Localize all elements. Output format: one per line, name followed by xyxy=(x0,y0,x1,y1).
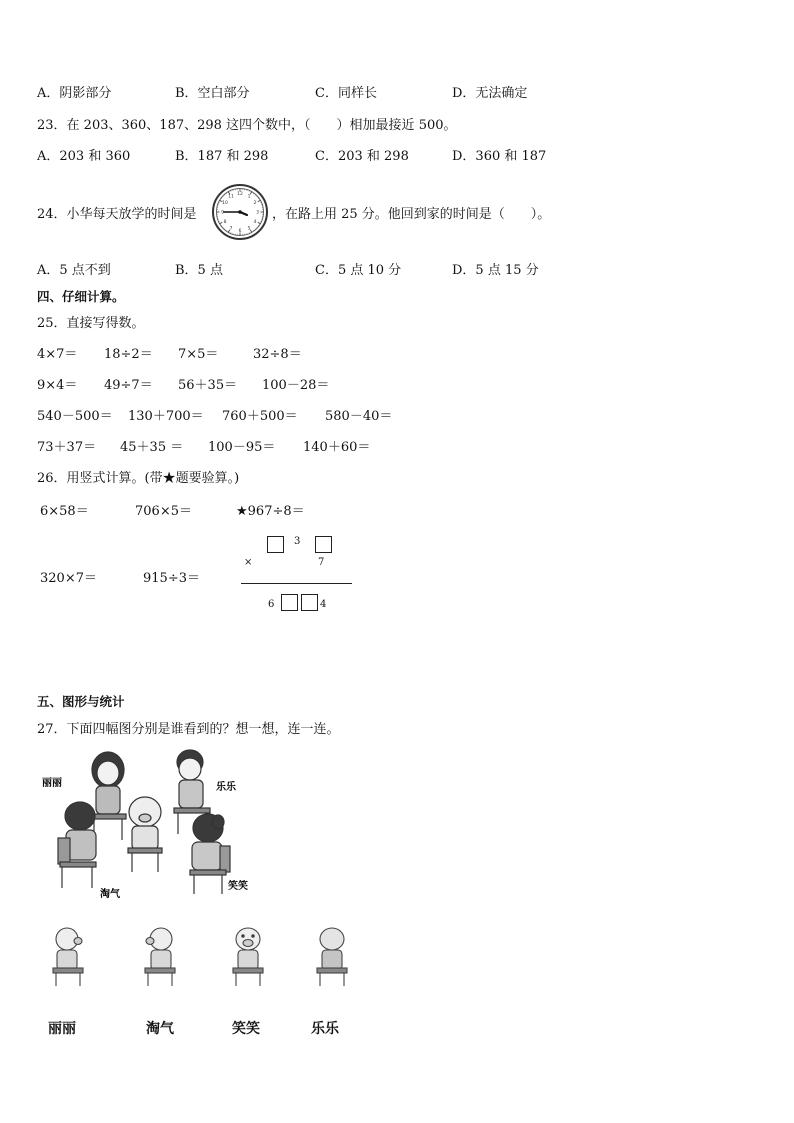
blank-box[interactable] xyxy=(301,594,318,611)
q24-stem-before: 24．小华每天放学的时间是 xyxy=(37,207,197,222)
children-around-pig-illustration xyxy=(40,742,260,904)
section-5-title: 五、图形与统计 xyxy=(37,694,125,709)
q25-item: 580－40＝ xyxy=(325,409,393,424)
q25-item: 4×7＝ xyxy=(37,347,78,362)
puzzle-digit: 3 xyxy=(294,536,301,547)
q25-item: 49÷7＝ xyxy=(104,378,153,393)
answer-name-lele[interactable]: 乐乐 xyxy=(311,1021,339,1037)
blank-box[interactable] xyxy=(315,536,332,553)
q24-option-a[interactable]: A．5 点不到 xyxy=(37,263,111,278)
q26-item: 6×58＝ xyxy=(40,504,89,519)
q22-option-d[interactable]: D．无法确定 xyxy=(452,86,528,101)
q25-item: 7×5＝ xyxy=(178,347,219,362)
puzzle-digit: 4 xyxy=(320,599,327,610)
svg-text:5: 5 xyxy=(247,226,251,232)
svg-text:1: 1 xyxy=(247,194,251,200)
q23-stem: 23．在 203、360、187、298 这四个数中，（ ）相加最接近 500。 xyxy=(37,118,457,133)
q25-item: 130＋700＝ xyxy=(128,409,204,424)
q25-item: 73＋37＝ xyxy=(37,440,97,455)
q25-item: 32÷8＝ xyxy=(253,347,302,362)
q25-item: 18÷2＝ xyxy=(104,347,153,362)
scene-label-lele: 乐乐 xyxy=(216,782,236,793)
svg-text:7: 7 xyxy=(229,226,233,232)
clock-icon xyxy=(211,183,269,241)
svg-text:10: 10 xyxy=(222,201,228,206)
q25-item: 140＋60＝ xyxy=(303,440,371,455)
svg-text:8: 8 xyxy=(223,220,227,225)
pig-front-view[interactable] xyxy=(228,926,268,988)
scene-label-taoqi: 淘气 xyxy=(100,889,120,900)
pig-back-view[interactable] xyxy=(312,926,352,988)
svg-text:11: 11 xyxy=(228,194,234,200)
q26-item: ★967÷8＝ xyxy=(236,504,305,519)
q22-option-b[interactable]: B．空白部分 xyxy=(175,86,250,101)
q25-item: 760＋500＝ xyxy=(222,409,298,424)
svg-text:4: 4 xyxy=(253,220,257,225)
q25-item: 56＋35＝ xyxy=(178,378,238,393)
q25-item: 100－95＝ xyxy=(208,440,276,455)
q27-stem: 27．下面四幅图分别是谁看到的？想一想，连一连。 xyxy=(37,722,340,737)
q26-stem: 26．用竖式计算。(带★题要验算。) xyxy=(37,471,240,486)
q23-option-a[interactable]: A．203 和 360 xyxy=(37,149,131,164)
q24-option-c[interactable]: C．5 点 10 分 xyxy=(315,263,402,278)
svg-text:9: 9 xyxy=(221,210,224,216)
pig-side-view-1[interactable] xyxy=(48,926,88,988)
puzzle-digit: 7 xyxy=(318,557,325,568)
q23-option-c[interactable]: C．203 和 298 xyxy=(315,149,409,164)
q26-item: 706×5＝ xyxy=(135,504,192,519)
answer-name-taoqi[interactable]: 淘气 xyxy=(146,1021,174,1037)
q25-item: 100－28＝ xyxy=(262,378,330,393)
puzzle-digit: 6 xyxy=(268,599,275,610)
q22-option-c[interactable]: C．同样长 xyxy=(315,86,377,101)
times-sign: × xyxy=(244,557,253,568)
q26-item: 320×7＝ xyxy=(40,571,97,586)
q23-option-d[interactable]: D．360 和 187 xyxy=(452,149,547,164)
scene-label-lili: 丽丽 xyxy=(42,778,62,789)
svg-text:3: 3 xyxy=(256,210,259,216)
svg-text:6: 6 xyxy=(238,229,242,234)
puzzle-divider xyxy=(241,583,352,584)
q24-option-d[interactable]: D．5 点 15 分 xyxy=(452,263,539,278)
q23-option-b[interactable]: B．187 和 298 xyxy=(175,149,269,164)
q24-option-b[interactable]: B．5 点 xyxy=(175,263,223,278)
svg-text:12: 12 xyxy=(237,192,243,197)
q26-item: 915÷3＝ xyxy=(143,571,200,586)
blank-box[interactable] xyxy=(267,536,284,553)
q22-option-a[interactable]: A．阴影部分 xyxy=(37,86,112,101)
svg-text:2: 2 xyxy=(253,201,257,206)
q25-item: 45＋35 ＝ xyxy=(120,440,184,455)
q24-stem-after: ，在路上用 25 分。他回到家的时间是（ ）。 xyxy=(272,207,551,222)
blank-box[interactable] xyxy=(281,594,298,611)
answer-name-xiaoxiao[interactable]: 笑笑 xyxy=(232,1021,260,1037)
q25-item: 9×4＝ xyxy=(37,378,78,393)
scene-label-xiaoxiao: 笑笑 xyxy=(228,881,248,892)
answer-name-lili[interactable]: 丽丽 xyxy=(48,1021,76,1037)
q25-item: 540－500＝ xyxy=(37,409,113,424)
q25-stem: 25．直接写得数。 xyxy=(37,316,145,331)
section-4-title: 四、仔细计算。 xyxy=(37,289,125,304)
pig-side-view-2[interactable] xyxy=(140,926,180,988)
